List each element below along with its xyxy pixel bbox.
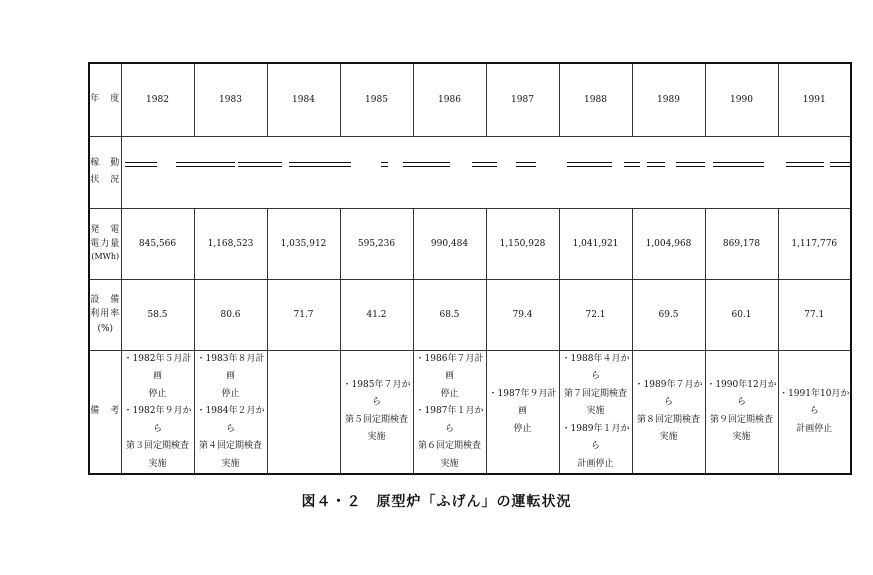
capacity-cell: 72.1 bbox=[559, 279, 632, 350]
operation-period-bar bbox=[567, 162, 612, 167]
capacity-cell: 71.7 bbox=[267, 279, 340, 350]
power-row bbox=[89, 208, 851, 279]
power-cell: 1,035,912 bbox=[267, 208, 340, 279]
note-line: ・1987年９月計画 bbox=[488, 388, 557, 417]
notes-cell bbox=[632, 350, 705, 474]
note-line: 実施 bbox=[586, 406, 605, 417]
note-line: ・1987年１月から bbox=[415, 406, 484, 434]
note-line: 計画停止 bbox=[796, 423, 833, 434]
year-cell: 1984 bbox=[267, 63, 340, 136]
capacity-header-line: (%) bbox=[97, 323, 114, 334]
power-cell: 1,117,776 bbox=[778, 208, 851, 279]
note-line: 実施 bbox=[221, 458, 240, 469]
operation-period-bar bbox=[624, 162, 640, 167]
note-line: ・1983年８月計画 bbox=[196, 353, 265, 382]
year-header: 年 度 bbox=[89, 63, 121, 136]
capacity-header-line: 利用率 bbox=[90, 309, 121, 320]
note-line: ・1985年７月から bbox=[342, 379, 411, 408]
note-line: 実施 bbox=[732, 432, 751, 443]
operation-period-bar bbox=[289, 162, 351, 167]
operation-period-bar bbox=[647, 162, 665, 167]
note-line: 実施 bbox=[659, 432, 678, 443]
note-line: 第４回定期検査 bbox=[198, 441, 262, 452]
status-header-line: 状 況 bbox=[90, 175, 121, 185]
note-line: ・1984年２月から bbox=[196, 406, 265, 434]
notes-cell bbox=[413, 350, 486, 474]
capacity-cell: 69.5 bbox=[632, 279, 705, 350]
operation-period-bar bbox=[125, 162, 156, 167]
note-line: 第７回定期検査 bbox=[563, 388, 627, 399]
note-line: 停止 bbox=[148, 388, 167, 399]
year-cell: 1985 bbox=[340, 63, 413, 136]
note-line: ・1982年５月計画 bbox=[123, 353, 192, 382]
notes-cell bbox=[559, 350, 632, 474]
note-line: 第６回定期検査 bbox=[417, 441, 481, 452]
capacity-cell: 80.6 bbox=[194, 279, 267, 350]
capacity-header bbox=[89, 279, 121, 350]
note-line: 実施 bbox=[148, 458, 167, 469]
power-header-line: 電力量 bbox=[90, 239, 121, 250]
year-cell: 1991 bbox=[778, 63, 851, 136]
capacity-cell: 79.4 bbox=[486, 279, 559, 350]
status-header-line: 稼 動 bbox=[90, 157, 121, 168]
note-line: 停止 bbox=[440, 388, 459, 399]
operation-period-bar bbox=[381, 162, 388, 167]
year-cell: 1982 bbox=[121, 63, 194, 136]
notes-cell bbox=[778, 350, 851, 474]
notes-cell bbox=[267, 350, 340, 474]
power-cell: 1,150,928 bbox=[486, 208, 559, 279]
status-timeline bbox=[121, 136, 851, 208]
notes-cell bbox=[194, 350, 267, 474]
capacity-header-line: 設 備 bbox=[90, 294, 121, 305]
power-cell: 595,236 bbox=[340, 208, 413, 279]
year-cell: 1989 bbox=[632, 63, 705, 136]
note-line: ・1986年７月計画 bbox=[415, 353, 484, 382]
notes-cell bbox=[705, 350, 778, 474]
notes-cell bbox=[121, 350, 194, 474]
year-row bbox=[89, 63, 851, 136]
note-line: ・1989年７月から bbox=[634, 379, 703, 408]
operation-period-bar bbox=[176, 162, 234, 167]
notes-cell bbox=[486, 350, 559, 474]
note-line: 停止 bbox=[513, 423, 532, 434]
power-cell: 845,566 bbox=[121, 208, 194, 279]
power-cell: 869,178 bbox=[705, 208, 778, 279]
operation-period-bar bbox=[403, 162, 450, 167]
note-line: 第８回定期検査 bbox=[636, 414, 700, 425]
capacity-cell: 68.5 bbox=[413, 279, 486, 350]
note-line: 第９回定期検査 bbox=[709, 414, 773, 425]
year-cell: 1988 bbox=[559, 63, 632, 136]
status-row bbox=[89, 136, 851, 208]
year-cell: 1986 bbox=[413, 63, 486, 136]
operation-period-bar bbox=[786, 162, 824, 167]
capacity-cell: 77.1 bbox=[778, 279, 851, 350]
note-line: ・1982年９月から bbox=[123, 406, 192, 434]
capacity-row bbox=[89, 279, 851, 350]
year-cell: 1990 bbox=[705, 63, 778, 136]
power-cell: 990,484 bbox=[413, 208, 486, 279]
note-line: ・1988年４月から bbox=[561, 353, 630, 382]
operation-period-bar bbox=[238, 162, 282, 167]
power-header-line: (MWh) bbox=[91, 252, 120, 262]
capacity-cell: 41.2 bbox=[340, 279, 413, 350]
year-cell: 1987 bbox=[486, 63, 559, 136]
operation-period-bar bbox=[713, 162, 764, 167]
figure-caption: 図４・２ 原型炉「ふげん」の運転状況 bbox=[301, 494, 572, 510]
power-cell: 1,004,968 bbox=[632, 208, 705, 279]
note-line: ・1991年10月から bbox=[779, 388, 850, 417]
note-line: 第５回定期検査 bbox=[344, 414, 408, 425]
capacity-cell: 60.1 bbox=[705, 279, 778, 350]
power-header bbox=[89, 208, 121, 279]
note-line: 実施 bbox=[440, 458, 459, 469]
status-header bbox=[89, 136, 121, 208]
note-line: 実施 bbox=[367, 432, 386, 443]
operation-table bbox=[88, 62, 852, 475]
power-header-line: 発 電 bbox=[90, 224, 121, 235]
note-line: 停止 bbox=[221, 388, 240, 399]
note-line: ・1990年12月から bbox=[706, 379, 777, 408]
power-cell: 1,168,523 bbox=[194, 208, 267, 279]
notes-cell bbox=[340, 350, 413, 474]
power-cell: 1,041,921 bbox=[559, 208, 632, 279]
operation-period-bar bbox=[516, 162, 536, 167]
note-line: 計画停止 bbox=[577, 458, 614, 469]
operation-period-bar bbox=[472, 162, 498, 167]
notes-header: 備 考 bbox=[89, 350, 121, 474]
notes-row bbox=[89, 350, 851, 474]
operation-period-bar bbox=[830, 162, 852, 167]
note-line: 第３回定期検査 bbox=[125, 441, 189, 452]
year-cell: 1983 bbox=[194, 63, 267, 136]
operation-period-bar bbox=[676, 162, 705, 167]
capacity-cell: 58.5 bbox=[121, 279, 194, 350]
note-line: ・1989年１月から bbox=[561, 423, 630, 452]
